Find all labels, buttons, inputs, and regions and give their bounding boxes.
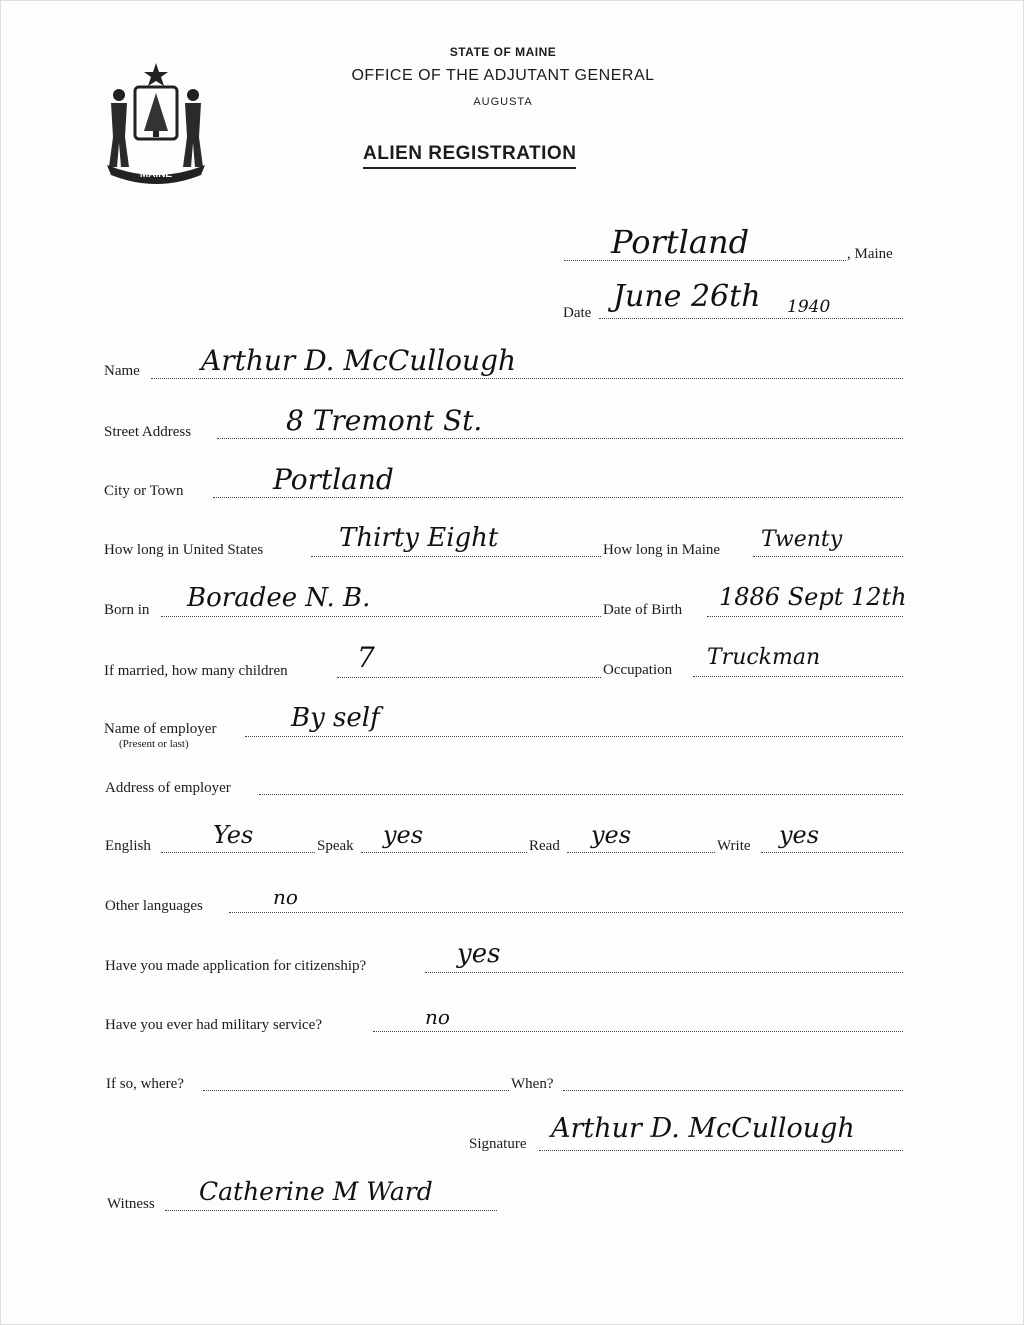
when-label: When? — [511, 1076, 554, 1092]
citizenship-label: Have you made application for citizenship? — [105, 958, 367, 974]
when-line — [563, 1090, 903, 1091]
children-value: 7 — [357, 641, 375, 674]
street-label: Street Address — [104, 424, 192, 440]
employer-address-line — [259, 794, 903, 795]
military-line — [373, 1031, 903, 1032]
form-title: ALIEN REGISTRATION — [363, 143, 576, 169]
english-value: Yes — [213, 821, 254, 849]
occupation-label: Occupation — [603, 662, 673, 678]
children-line — [337, 677, 601, 678]
born-in-line — [161, 616, 601, 617]
write-value: yes — [779, 821, 820, 849]
military-value: no — [425, 1005, 450, 1029]
children-label: If married, how many children — [104, 663, 288, 679]
maine-label: , Maine — [847, 246, 893, 262]
street-value: 8 Tremont St. — [286, 404, 483, 437]
occupation-value: Truckman — [707, 645, 821, 670]
street-line — [217, 438, 903, 439]
born-in-value: Boradee N. B. — [187, 583, 371, 613]
speak-line — [361, 852, 527, 853]
english-line — [161, 852, 315, 853]
date-value: June 26th — [613, 279, 761, 314]
seal-ribbon-text: MAINE — [139, 169, 173, 180]
city-line — [213, 497, 903, 498]
city-heading: AUGUSTA — [473, 96, 533, 108]
born-in-label: Born in — [104, 602, 150, 618]
read-value: yes — [591, 821, 632, 849]
how-long-us-line — [311, 556, 601, 557]
city-value: Portland — [273, 463, 394, 496]
read-label: Read — [529, 838, 560, 854]
employer-line — [245, 736, 903, 737]
city-label: City or Town — [104, 483, 184, 499]
speak-value: yes — [383, 821, 424, 849]
occupation-line — [693, 676, 903, 677]
employer-sublabel: (Present or last) — [119, 738, 189, 750]
employer-value: By self — [291, 703, 380, 733]
maine-state-seal — [97, 57, 215, 187]
where-label: If so, where? — [106, 1076, 184, 1092]
employer-label: Name of employer — [104, 721, 217, 737]
english-label: English — [105, 838, 151, 854]
witness-label: Witness — [107, 1196, 155, 1212]
read-line — [567, 852, 715, 853]
date-year: 1940 — [787, 297, 831, 317]
office-heading: OFFICE OF THE ADJUTANT GENERAL — [351, 67, 655, 84]
signature-label: Signature — [469, 1136, 527, 1152]
name-line — [151, 378, 903, 379]
date-label: Date — [563, 305, 592, 321]
employer-address-label: Address of employer — [105, 780, 231, 796]
write-label: Write — [717, 838, 751, 854]
state-heading: STATE OF MAINE — [449, 45, 557, 59]
citizenship-value: yes — [457, 939, 501, 969]
witness-line — [165, 1210, 497, 1211]
how-long-us-label: How long in United States — [104, 542, 264, 558]
how-long-maine-label: How long in Maine — [603, 542, 721, 558]
other-languages-line — [229, 912, 903, 913]
dob-label: Date of Birth — [603, 602, 683, 618]
how-long-maine-line — [753, 556, 903, 557]
how-long-us-value: Thirty Eight — [339, 523, 499, 553]
where-line — [203, 1090, 509, 1091]
military-label: Have you ever had military service? — [105, 1017, 322, 1033]
speak-label: Speak — [317, 838, 354, 854]
place-value: Portland — [611, 223, 750, 261]
signature-line — [539, 1150, 903, 1151]
other-languages-value: no — [273, 885, 298, 909]
citizenship-line — [425, 972, 903, 973]
dob-value: 1886 Sept 12th — [719, 583, 907, 611]
witness-value: Catherine M Ward — [199, 1177, 433, 1206]
name-label: Name — [104, 363, 140, 379]
how-long-maine-value: Twenty — [761, 527, 843, 552]
name-value: Arthur D. McCullough — [201, 344, 517, 377]
dob-line — [707, 616, 903, 617]
other-languages-label: Other languages — [105, 898, 203, 914]
signature-value: Arthur D. McCullough — [551, 1113, 855, 1144]
write-line — [761, 852, 903, 853]
date-line — [599, 318, 903, 319]
